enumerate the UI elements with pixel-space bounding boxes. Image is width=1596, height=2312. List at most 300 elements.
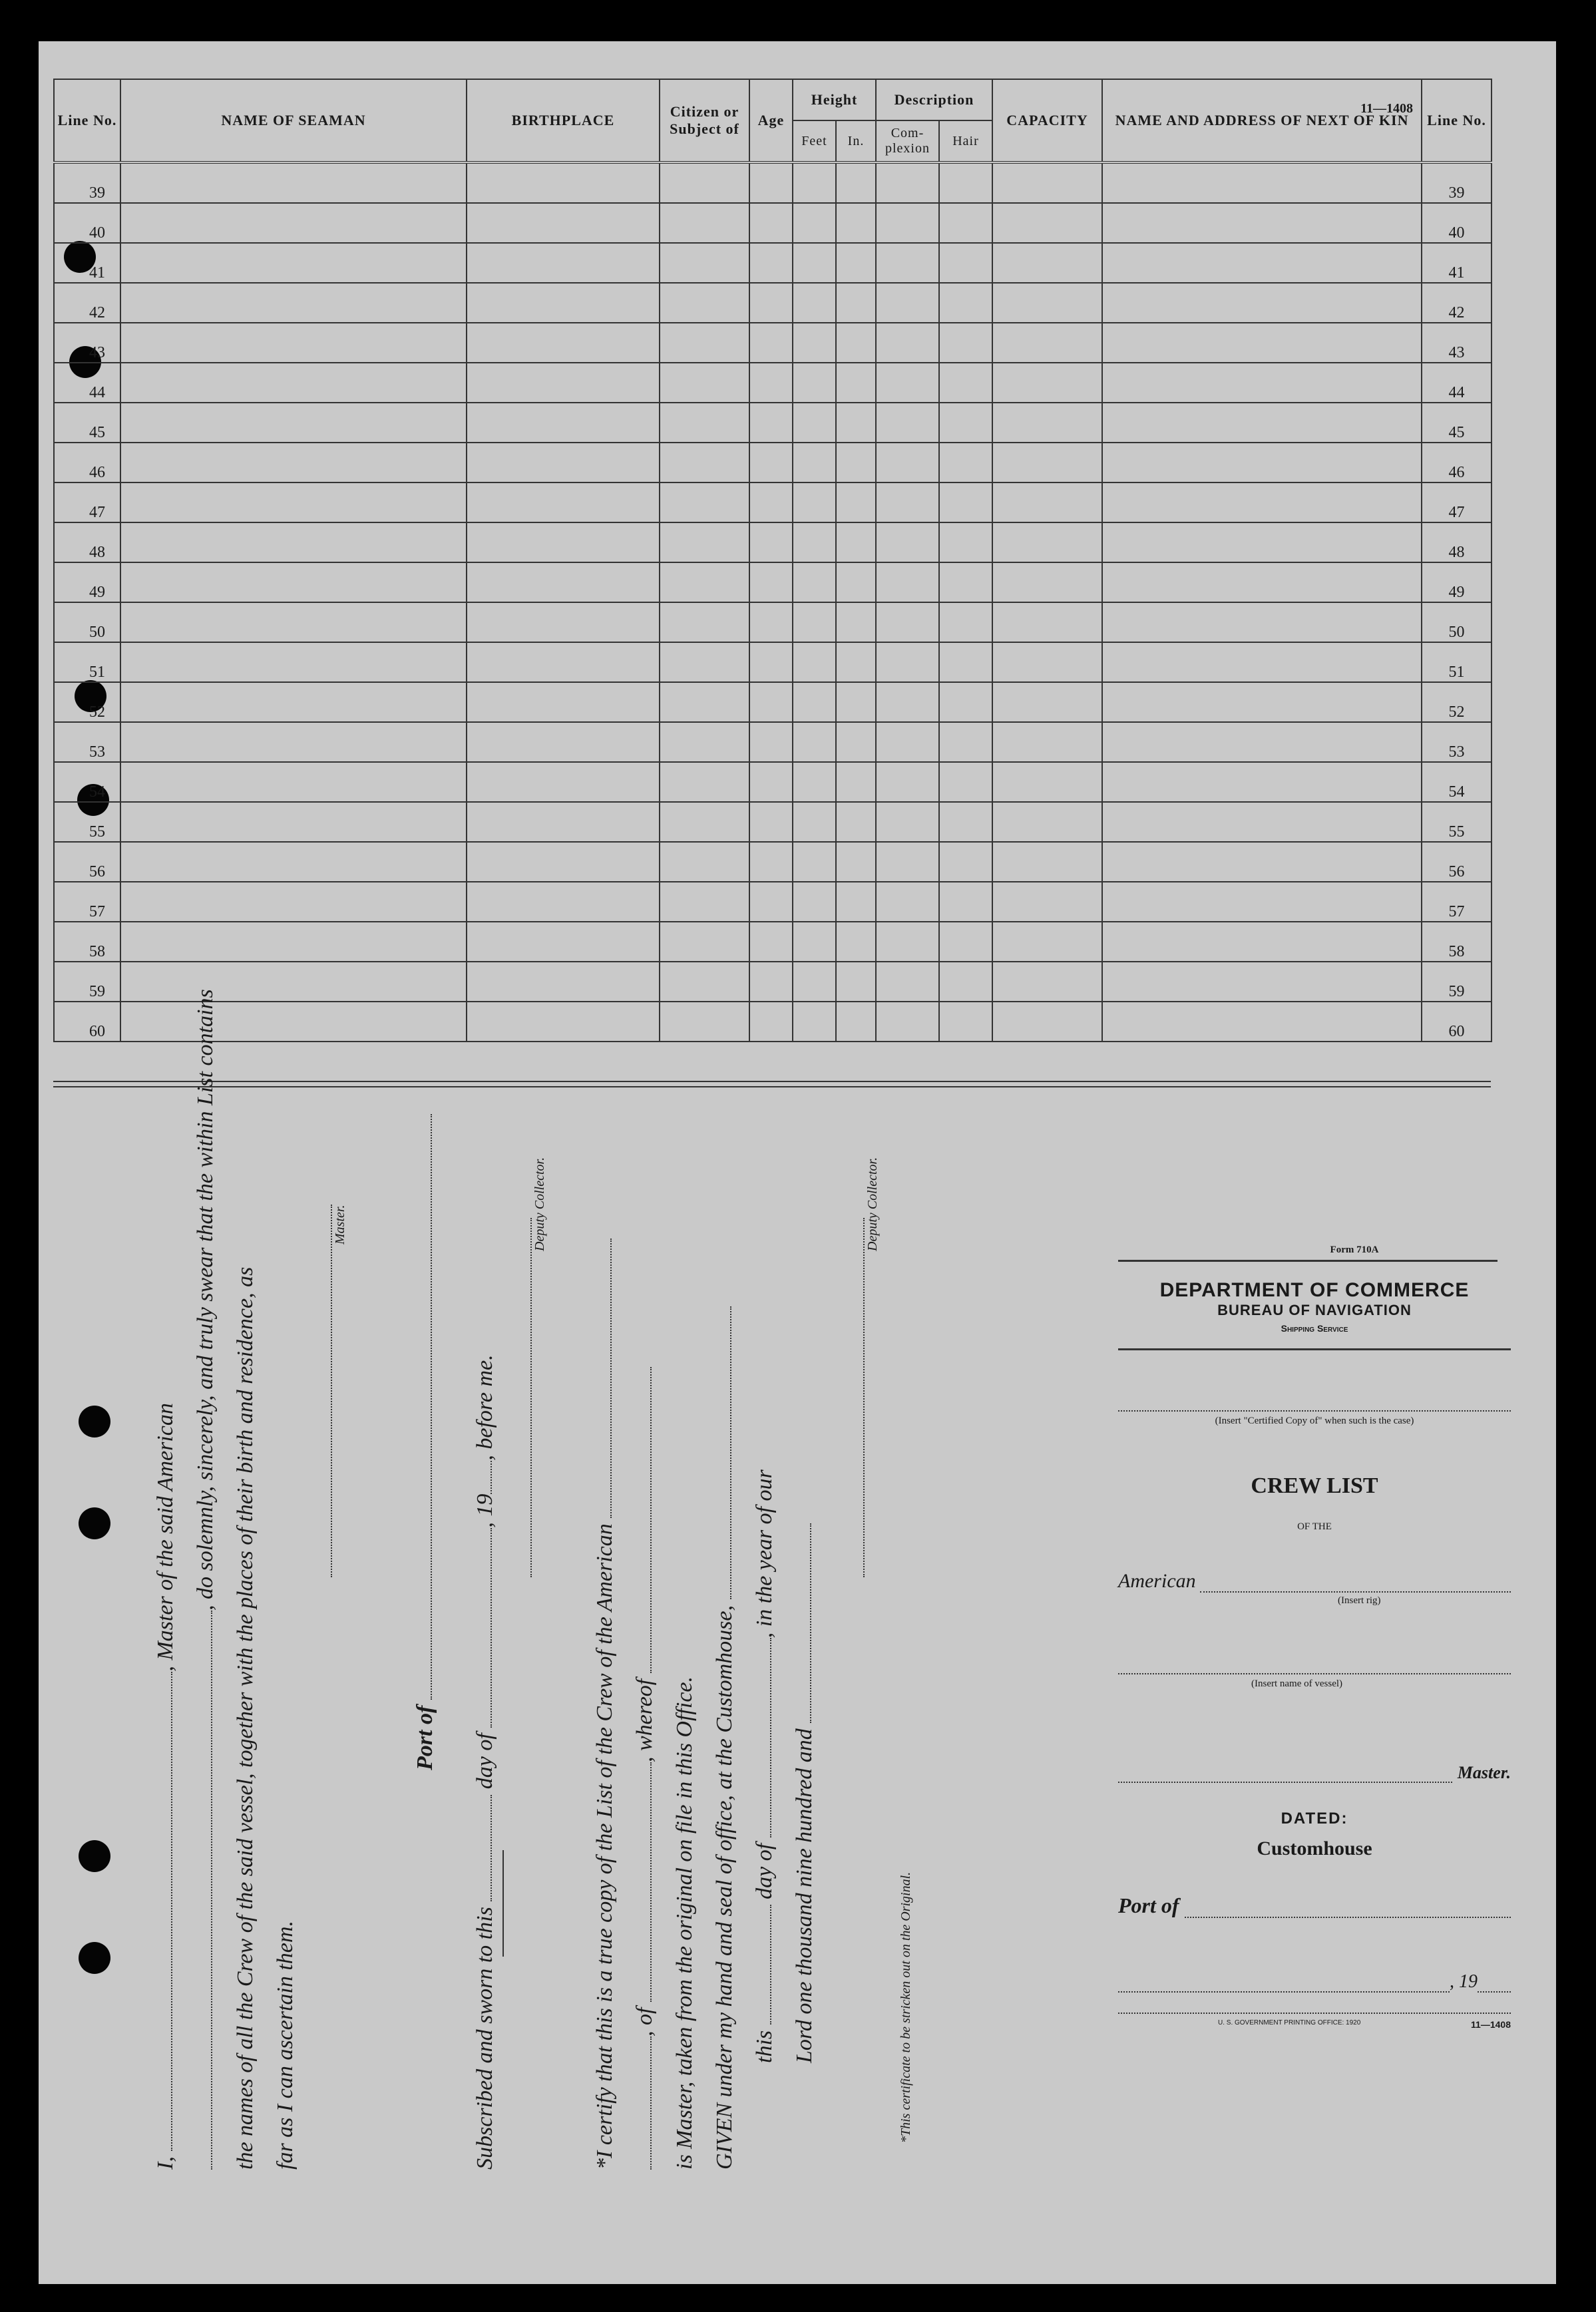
blank-cell [120,722,467,762]
blank-cell [120,762,467,802]
blank-cell [939,363,992,403]
header-name-of-seaman: NAME OF SEAMAN [120,79,467,162]
blank-cell [1102,162,1422,203]
blank-cell [120,882,467,922]
this-text: this [752,2030,777,2063]
blank-cell [749,403,793,443]
blank-cell [660,922,749,962]
blank-cell [749,802,793,842]
blank-cell [836,203,876,243]
blank-cell [939,162,992,203]
blank-cell [876,922,939,962]
blank-cell [120,283,467,323]
blank-cell [836,243,876,283]
blank-cell [660,642,749,682]
blank-cell [836,762,876,802]
blank-cell [1102,802,1422,842]
header-height: Height [793,79,876,120]
blank-cell [992,443,1102,482]
blank-cell [120,962,467,1002]
blank-day [769,1905,771,2024]
blank-cell [836,443,876,482]
blank-cell [876,642,939,682]
blank-cell [120,363,467,403]
blank-port [430,1114,432,1700]
blank-cell [939,682,992,722]
blank-cell [660,562,749,602]
blank-cell [992,762,1102,802]
header-inches: In. [836,120,876,162]
table-row [54,882,1492,922]
blank-cell [1102,403,1422,443]
table-row [54,323,1492,363]
blank-cell [120,482,467,522]
blank-cell [992,283,1102,323]
blank-cell [467,642,660,682]
form-cover [1118,1245,1511,2030]
blank-cell [120,802,467,842]
printing-office-note: U. S. GOVERNMENT PRINTING OFFICE: 1920 [1218,2019,1361,2026]
blank-cell [660,403,749,443]
line-number-left: 39 [54,162,120,203]
blank-cell [660,482,749,522]
blank-cell [876,562,939,602]
blank-cell [749,482,793,522]
master-label-form: Master. [1457,1763,1511,1782]
line-number-right: 45 [1422,403,1492,443]
blank-cell [467,682,660,722]
line-number-right: 56 [1422,842,1492,882]
header-birthplace: BIRTHPLACE [467,79,660,162]
line-number-left: 56 [54,842,120,882]
blank-vessel [210,1611,212,2170]
blank-cell [836,363,876,403]
line-number-left: 41 [54,243,120,283]
blank-year [809,1523,811,1723]
blank-cell [749,203,793,243]
table-row [54,722,1492,762]
blank-cell [1102,482,1422,522]
form-code-bottom: 11—1408 [1471,2019,1511,2030]
header-next-of-kin: NAME AND ADDRESS OF NEXT OF KIN [1102,79,1422,162]
blank-cell [992,882,1102,922]
blank-cell [467,922,660,962]
blank-cell [467,403,660,443]
blank-cell [120,323,467,363]
blank-cell [939,762,992,802]
blank-cell [939,722,992,762]
given-text: GIVEN under my hand and seal of office, at the Customhouse, [712,1605,737,2170]
blank-cell [793,722,836,762]
blank-cell [467,363,660,403]
blank-cell [749,243,793,283]
before-me-text: , before me. [473,1354,497,1461]
blank-master-signature [330,1205,332,1577]
table-row [54,162,1492,203]
blank-cell [836,802,876,842]
blank-cell [120,602,467,642]
line-number-right: 60 [1422,1002,1492,1042]
master-label: Master. [333,1205,347,1245]
blank-cell [793,962,836,1002]
line-number-right: 48 [1422,522,1492,562]
blank-cell [749,363,793,403]
blank-cell [1102,722,1422,762]
blank-cell [992,203,1102,243]
blank-cell [120,403,467,443]
blank-cell [992,162,1102,203]
table-row [54,922,1492,962]
blank-cell [1102,1002,1422,1042]
table-row [54,962,1492,1002]
blank-cell [749,842,793,882]
blank-cell [876,363,939,403]
blank-cell [749,722,793,762]
blank-cell [660,802,749,842]
blank-cell [1102,682,1422,722]
blank-cell [467,762,660,802]
certificate-block [153,989,1085,2170]
port-of-label: Port of [413,1705,437,1770]
blank-cell [876,802,939,842]
blank-cell [1102,922,1422,962]
line-number-right: 49 [1422,562,1492,602]
blank-cell [120,642,467,682]
line-number-left: 51 [54,642,120,682]
blank-cell [467,602,660,642]
blank-month [769,1638,771,1837]
blank-cell [836,482,876,522]
blank-cell [1102,562,1422,602]
line-number-left: 59 [54,962,120,1002]
blank-cell [939,482,992,522]
blank-cell [939,562,992,602]
blank-cell [992,842,1102,882]
blank-cell [836,842,876,882]
blank-cell [876,403,939,443]
blank-cell [836,323,876,363]
blank-cell [749,522,793,562]
blank-cell [992,922,1102,962]
line-number-right: 40 [1422,203,1492,243]
blank-cell [939,842,992,882]
blank-cell [1102,962,1422,1002]
line-number-right: 58 [1422,922,1492,962]
form-code-top: 11—1408 [1360,101,1413,116]
master-blank [1118,1781,1452,1783]
blank-cell [836,642,876,682]
blank-cell [120,842,467,882]
crew-table [53,79,1492,1042]
blank-cell [467,482,660,522]
blank-cell [939,1002,992,1042]
blank-cell [749,922,793,962]
blank-cell [120,243,467,283]
form-rule-2 [1118,1348,1511,1350]
blank-cell [939,802,992,842]
nineteen-form: , 19 [1450,1971,1478,1992]
line-number-left: 46 [54,443,120,482]
blank-cell [660,762,749,802]
department-title: DEPARTMENT OF COMMERCE [1159,1279,1470,1301]
bottom-dotted-rule [1118,2013,1511,2014]
line-number-left: 57 [54,882,120,922]
blank-cell [939,962,992,1002]
blank-cell [836,1002,876,1042]
blank-cell [1102,642,1422,682]
blank-cell [939,323,992,363]
blank-cell [939,243,992,283]
of-text: , of [632,2007,657,2036]
line-number-left: 47 [54,482,120,522]
blank-cell [467,203,660,243]
blank-cell [749,882,793,922]
header-citizen: Citizen or Subject of [660,79,749,162]
blank-cell [836,162,876,203]
blank-sworn-month [490,1528,492,1728]
blank-cell [749,602,793,642]
nineteen-text: , 19 [473,1493,497,1528]
blank-cell [749,682,793,722]
blank-cell [793,403,836,443]
blank-cell [120,682,467,722]
line-number-left: 54 [54,762,120,802]
line-number-right: 42 [1422,283,1492,323]
blank-cell [120,203,467,243]
table-row [54,203,1492,243]
blank-cell [660,443,749,482]
is-master-text: is Master, taken from the original on file in this Office. [672,1676,697,2170]
line-number-left: 45 [54,403,120,443]
blank-cell [793,682,836,722]
blank-cell [120,162,467,203]
blank-cell [876,962,939,1002]
year-blank [1478,1991,1511,1993]
blank-cell [660,323,749,363]
blank-cell [992,1002,1102,1042]
blank-cell [793,802,836,842]
blank-cell [467,1002,660,1042]
blank-cell [939,922,992,962]
line-number-right: 44 [1422,363,1492,403]
header-feet: Feet [793,120,836,162]
deputy-collector-1: Deputy Collector. [532,1157,547,1251]
line-number-left: 58 [54,922,120,962]
line-number-right: 41 [1422,243,1492,283]
blank-cell [876,882,939,922]
line-number-left: 43 [54,323,120,363]
table-row [54,363,1492,403]
form-number: Form 710A [1330,1245,1379,1255]
table-row [54,1002,1492,1042]
line-number-left: 44 [54,363,120,403]
table-row [54,602,1492,642]
blank-cell [467,443,660,482]
blank-cell [749,642,793,682]
oath-line-4: far as I can ascertain them. [273,1921,298,2170]
table-row [54,522,1492,562]
blank-cell [660,522,749,562]
blank-sworn-day [490,1795,492,1901]
blank-cell [467,522,660,562]
table-row [54,842,1492,882]
oath-line-1: I, [153,2156,178,2170]
blank-cell [836,562,876,602]
blank-cell [120,443,467,482]
insert-vessel-note: (Insert name of vessel) [1251,1678,1343,1689]
crew-list-title: CREW LIST [1251,1473,1378,1498]
of-the-label: OF THE [1297,1521,1332,1532]
line-number-right: 57 [1422,882,1492,922]
blank-vessel-certify [610,1239,612,1518]
blank-cell [992,962,1102,1002]
blank-cell [660,842,749,882]
blank-cell [992,642,1102,682]
blank-cell [1102,443,1422,482]
day-of-text: day of [473,1733,497,1790]
blank-cell [660,602,749,642]
blank-cell [939,642,992,682]
blank-cell [992,602,1102,642]
table-row [54,283,1492,323]
deputy-collector-2: Deputy Collector. [865,1157,880,1251]
blank-cell [836,722,876,762]
blank-cell [749,443,793,482]
blank-vessel-name [650,2036,652,2170]
blank-cell [120,522,467,562]
footnote: *This certificate to be stricken out on the Original. [898,1871,913,2143]
header-line-no: Line No. [54,79,120,162]
line-number-right: 39 [1422,162,1492,203]
blank-cell [467,722,660,762]
blank-of [650,1762,652,2002]
blank-cell [793,323,836,363]
blank-cell [992,722,1102,762]
blank-cell [1102,882,1422,922]
line-number-right: 55 [1422,802,1492,842]
blank-cell [939,283,992,323]
blank-cell [467,283,660,323]
table-row [54,243,1492,283]
insert-certified-note: (Insert "Certified Copy of" when such is the case) [1215,1416,1414,1426]
blank-cell [836,882,876,922]
american-label: American [1118,1570,1196,1592]
blank-cell [793,363,836,403]
header-hair: Hair [939,120,992,162]
line-number-right: 46 [1422,443,1492,482]
divider-rule [502,1850,504,1957]
blank-cell [836,602,876,642]
blank-cell [876,842,939,882]
blank-cell [793,562,836,602]
blank-cell [992,682,1102,722]
certified-blank [1118,1410,1511,1412]
blank-cell [660,962,749,1002]
blank-cell [876,522,939,562]
date-blank [1118,1991,1450,1993]
certify-text: *I certify that this is a true copy of the List of the Crew of the American [592,1523,617,2170]
blank-cell [793,642,836,682]
blank-cell [793,602,836,642]
line-number-right: 59 [1422,962,1492,1002]
blank-cell [749,323,793,363]
blank-cell [1102,283,1422,323]
customhouse-label: Customhouse [1257,1837,1372,1859]
blank-cell [939,602,992,642]
day-of-2-text: day of [752,1843,777,1899]
blank-cell [1102,522,1422,562]
blank-master-name [170,1672,172,2151]
port-blank [1185,1916,1511,1918]
blank-cell [1102,323,1422,363]
table-row [54,802,1492,842]
blank-cell [876,762,939,802]
blank-cell [467,802,660,842]
table-row [54,443,1492,482]
line-number-left: 48 [54,522,120,562]
blank-cell [120,922,467,962]
blank-whereof [650,1367,652,1673]
blank-collector-1 [530,1218,532,1577]
table-row [54,682,1492,722]
line-number-left: 60 [54,1002,120,1042]
port-of-form-label: Port of [1118,1893,1179,1917]
table-row [54,642,1492,682]
header-description: Description [876,79,992,120]
blank-cell [793,162,836,203]
blank-cell [992,323,1102,363]
blank-cell [1102,762,1422,802]
blank-cell [992,482,1102,522]
table-row [54,562,1492,602]
blank-cell [876,283,939,323]
line-number-left: 52 [54,682,120,722]
blank-cell [793,443,836,482]
blank-cell [939,203,992,243]
blank-cell [836,922,876,962]
vessel-name-blank [1118,1673,1511,1674]
bureau-title: BUREAU OF NAVIGATION [1217,1302,1412,1318]
whereof-text: , whereof [632,1678,657,1763]
blank-cell [992,522,1102,562]
blank-cell [467,882,660,922]
blank-cell [836,283,876,323]
line-number-right: 53 [1422,722,1492,762]
blank-cell [660,722,749,762]
header-complexion: Com- plexion [876,120,939,162]
blank-cell [992,243,1102,283]
line-number-left: 42 [54,283,120,323]
line-number-right: 52 [1422,682,1492,722]
blank-cell [660,162,749,203]
blank-cell [876,243,939,283]
blank-cell [836,682,876,722]
blank-cell [749,1002,793,1042]
blank-cell [876,443,939,482]
blank-cell [992,403,1102,443]
blank-cell [1102,243,1422,283]
blank-cell [1102,203,1422,243]
table-row [54,762,1492,802]
header-capacity: CAPACITY [992,79,1102,162]
blank-cell [1102,602,1422,642]
table-row [54,403,1492,443]
blank-cell [793,482,836,522]
blank-cell [793,922,836,962]
line-number-right: 54 [1422,762,1492,802]
oath-line-2: , do solemnly, sincerely, and truly swear that the within List contains [193,989,218,1611]
blank-cell [660,203,749,243]
